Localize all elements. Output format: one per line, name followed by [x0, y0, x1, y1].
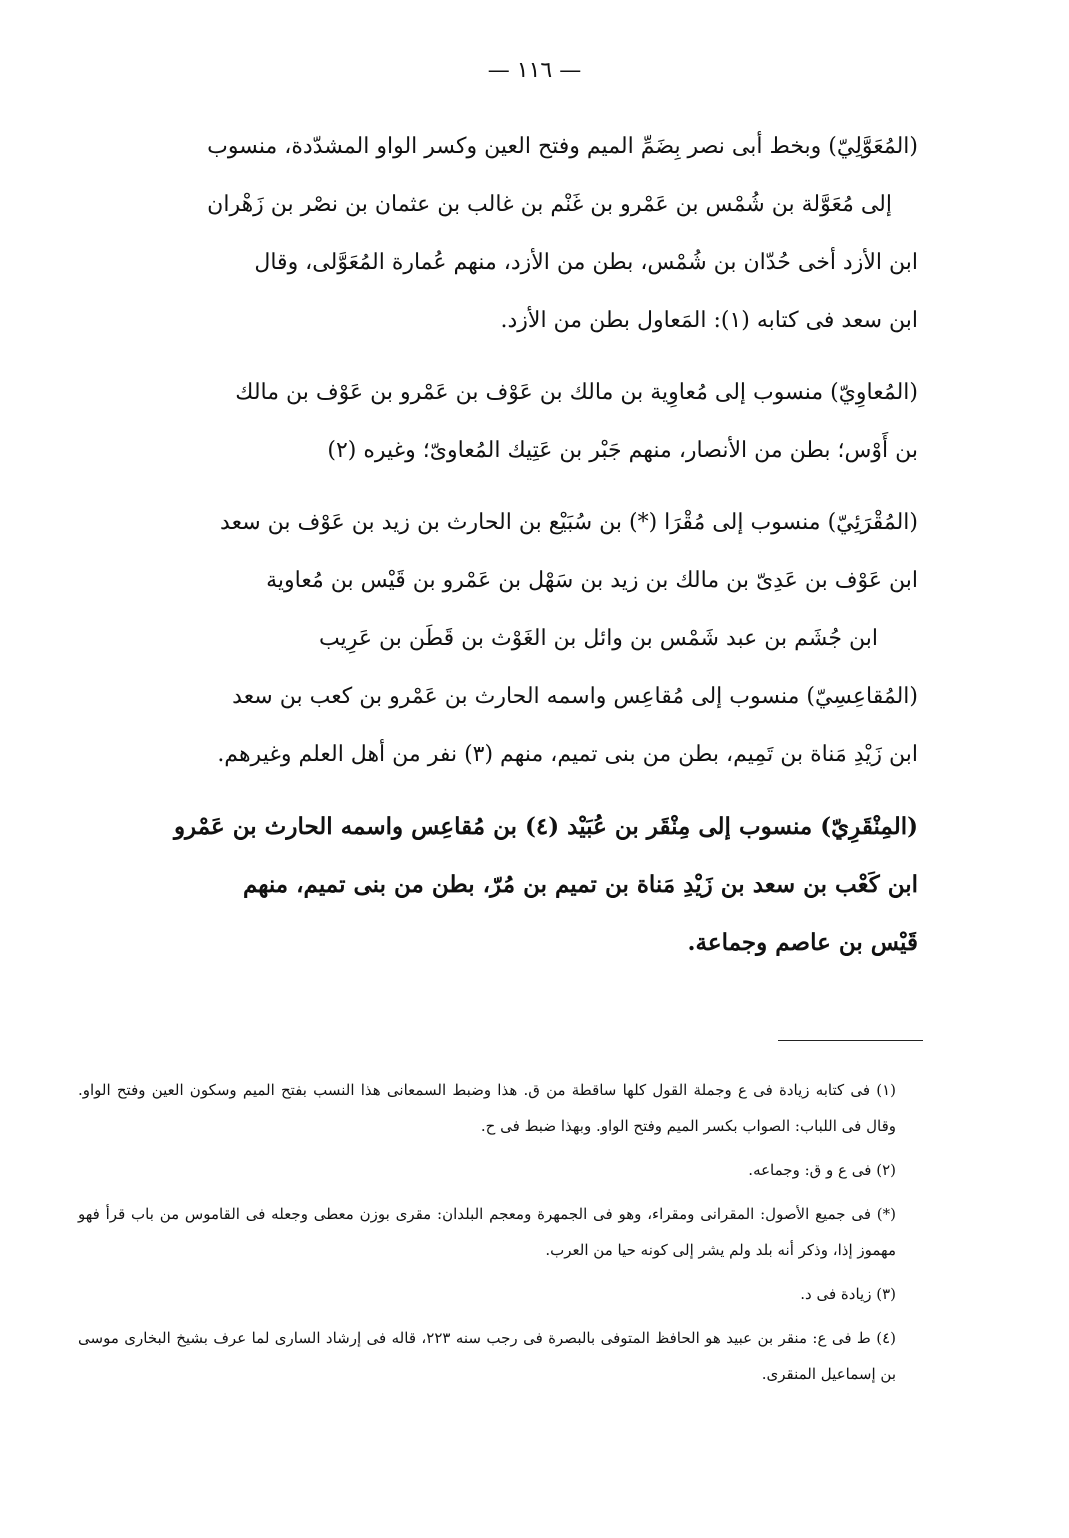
footnote: (٤) ط فى ع: منقر بن عبيد هو الحافظ المتوفى بالبصرة فى رجب سنه ٢٢٣، قاله فى إرشاد السارى لما عرف بشيخ البخارى موسى بن إسماعيل المنقرى.: [78, 1329, 896, 1383]
footnote: (*) فى جميع الأصول: المقرانى ومقراء، وهو فى الجمهرة ومعجم البلدان: مقرى بوزن معطى وجعله فى القاموس من باب قرأ فهو مهموز إذا، وذكر أنه بلد ولم يشر إلى كونه حيا من العرب.: [78, 1205, 896, 1259]
text-line: قَيْس بن عاصم وجماعة.: [687, 929, 918, 956]
text-line: (المُقاعِسِيّ) منسوب إلى مُقاعِس واسمه الحارث بن عَمْرو بن كعب بن سعد: [232, 684, 918, 709]
entry-mu-awwali: [78, 118, 918, 350]
text-line: بن أَوْس؛ بطن من الأنصار، منهم جَبْر بن عَتِيك المُعاوىّ؛ وغيره (٢): [327, 438, 918, 463]
text-line: ابن زَيْدِ مَناة بن تَمِيم، بطن من بنى تميم، منهم (٣) نفر من أهل العلم وغيرهم.: [217, 742, 918, 767]
text-line: ابن كَعْب بن سعد بن زَيْدِ مَناة بن تميم بن مُرّ، بطن من بنى تميم، منهم: [242, 871, 918, 898]
main-text: [78, 118, 918, 972]
text-line: (المُقْرَئِيّ) منسوب إلى مُقْرَا (*) بن سُبَيْع بن الحارث بن زيد بن عَوْف بن سعد: [220, 510, 918, 535]
footnotes: [78, 1072, 918, 1400]
footnote: (٣) زيادة فى د.: [800, 1285, 896, 1303]
text-line: ابن عَوْف بن عَدِىّ بن مالك بن زيد بن سَهْل بن عَمْرو بن قَيْس بن مُعاوية: [266, 568, 918, 593]
text-line: ابن الأزد أخى حُدّان بن شُمْس، بطن من الأزد، منهم عُمارة المُعَوَّلى، وقال: [254, 250, 918, 275]
entry-gap: [78, 480, 918, 494]
text-line: (المُعَوَّلِيّ) وبخط أبى نصر بِضَمِّ الميم وفتح العين وكسر الواو المشدّدة، منسوب: [207, 134, 918, 159]
text-line: ابن جُشَم بن عبد شَمْس بن وائل بن الغَوْث بن قَطَن بن عَرِيب: [319, 626, 878, 651]
text-line: (المُعاوِيّ) منسوب إلى مُعاوِية بن مالك بن عَوْف بن عَمْرو بن عَوْف بن مالك: [235, 380, 918, 405]
footnote: (١) فى كتابه زيادة فى ع وجملة القول كلها ساقطة من ق. هذا وضبط السمعانى هذا النسب بفتح الميم وسكون العين وفتح الواو. وقال فى اللباب: الصواب بكسر الميم وفتح الواو. وبهذا ضبط فى ح.: [78, 1081, 896, 1135]
entry-gap: [78, 350, 918, 364]
text-line: ابن سعد فى كتابه (١): المَعاول بطن من الأزد.: [500, 308, 918, 333]
page-number: — ١١٦ —: [487, 58, 582, 83]
footnote: (٢) فى ع و ق: وجماعه.: [748, 1161, 896, 1179]
entry-mu-awi: [78, 364, 918, 480]
entry-muqrai: [78, 494, 918, 668]
text-line: (المِنْقَرِيّ) منسوب إلى مِنْقَر بن عُبَيْد (٤) بن مُقاعِس واسمه الحارث بن عَمْرو: [173, 813, 918, 840]
entry-gap: [78, 784, 918, 798]
text-line: إلى مُعَوَّلة بن شُمْس بن عَمْرو بن غَنْم بن غالب بن عثمان بن نصْر بن زَهْران: [207, 192, 892, 217]
entry-muqa-isi: [78, 668, 918, 784]
entry-minqari: [78, 798, 918, 972]
footnote-divider: [778, 1040, 923, 1041]
